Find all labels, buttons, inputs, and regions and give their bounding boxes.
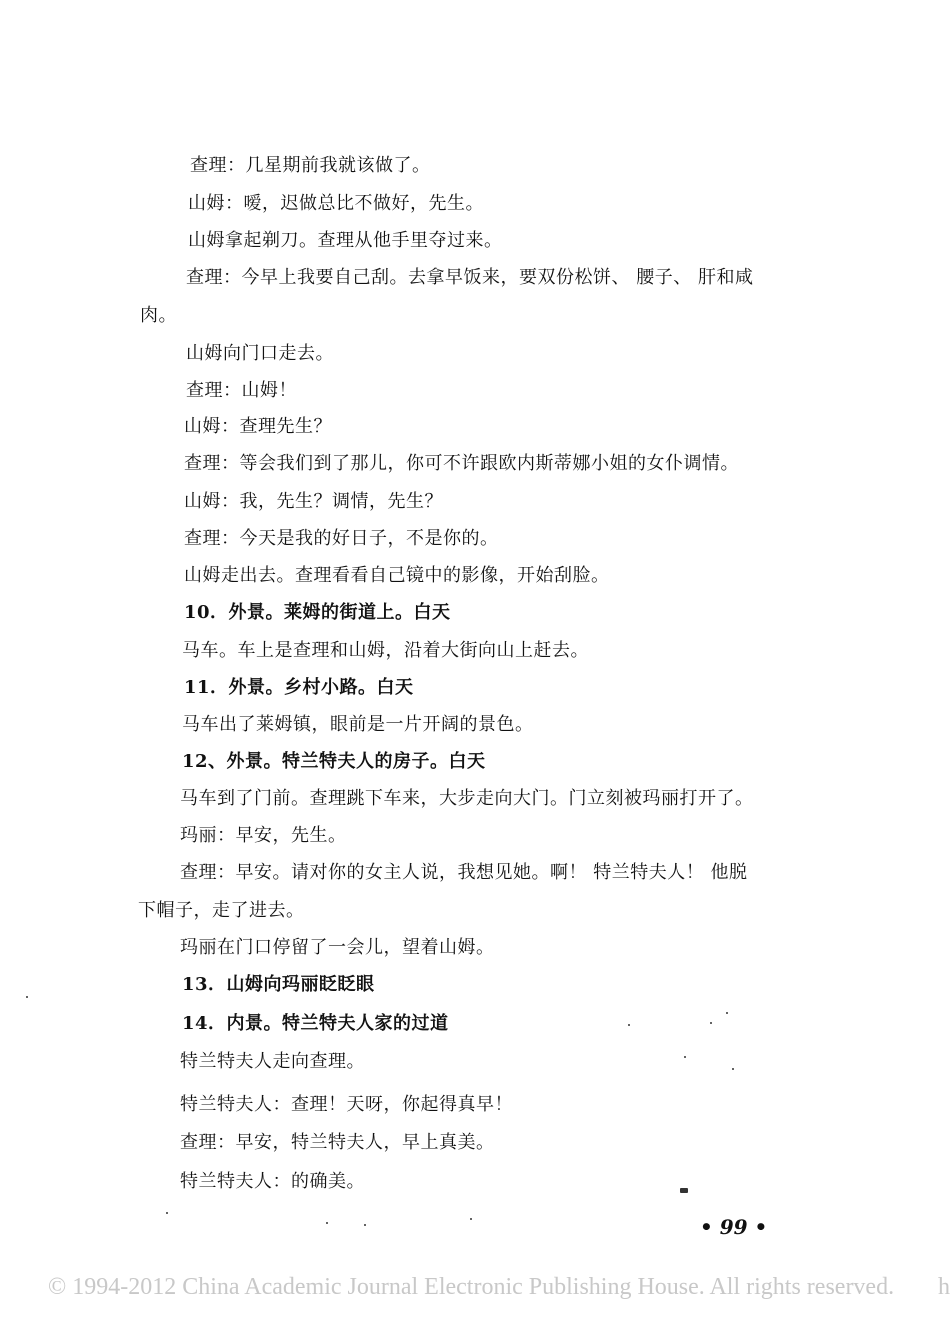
dialogue-line: 查理：今天是我的好日子，不是你的。 bbox=[184, 528, 499, 549]
copyright-footer: © 1994-2012 China Academic Journal Electronic Publishing House. All rights reserved. bbox=[48, 1274, 895, 1300]
stage-direction: 马车。车上是查理和山姆，沿着大街向山上赶去。 bbox=[182, 640, 589, 661]
scan-speck bbox=[710, 1022, 712, 1024]
dialogue-line: 山姆：嗳，迟做总比不做好，先生。 bbox=[188, 193, 484, 214]
scene-heading: 10．外景。莱姆的街道上。白天 bbox=[184, 602, 451, 623]
scan-speck bbox=[732, 1068, 734, 1070]
scene-heading: 11．外景。乡村小路。白天 bbox=[184, 677, 414, 698]
dialogue-line: 查理：等会我们到了那儿，你可不许跟欧内斯蒂娜小姐的女仆调情。 bbox=[184, 453, 739, 474]
dialogue-line: 查理：今早上我要自己刮。去拿早饭来，要双份松饼、 腰子、 肝和咸 bbox=[186, 267, 754, 288]
scene-heading: 12、外景。特兰特夫人的房子。白天 bbox=[182, 751, 486, 772]
dialogue-line: 查理：几星期前我就该做了。 bbox=[190, 155, 431, 176]
stage-direction: 玛丽在门口停留了一会儿，望着山姆。 bbox=[180, 937, 495, 958]
scene-heading: 14．内景。特兰特夫人家的过道 bbox=[182, 1013, 449, 1034]
stage-direction: 山姆向门口走去。 bbox=[186, 343, 334, 364]
dialogue-line: 玛丽：早安，先生。 bbox=[180, 825, 347, 846]
scene-heading: 13．山姆向玛丽眨眨眼 bbox=[182, 974, 375, 995]
stage-direction: 山姆走出去。查理看看自己镜中的影像，开始刮脸。 bbox=[184, 565, 610, 586]
scan-speck bbox=[26, 996, 28, 998]
stage-direction: 山姆拿起剃刀。查理从他手里夺过来。 bbox=[188, 230, 503, 251]
scan-speck bbox=[364, 1224, 366, 1226]
stage-direction: 特兰特夫人走向查理。 bbox=[180, 1051, 365, 1072]
scan-speck bbox=[166, 1212, 168, 1214]
dialogue-line: 查理：早安，特兰特夫人，早上真美。 bbox=[180, 1132, 495, 1153]
stage-direction: 马车出了莱姆镇，眼前是一片开阔的景色。 bbox=[182, 714, 534, 735]
scan-speck bbox=[680, 1188, 688, 1193]
dialogue-line-continued: 肉。 bbox=[140, 305, 177, 326]
dialogue-line: 山姆：查理先生？ bbox=[184, 416, 332, 437]
dialogue-line: 特兰特夫人：查理！天呀，你起得真早！ bbox=[180, 1094, 513, 1115]
dialogue-line: 查理：山姆！ bbox=[186, 380, 297, 401]
scan-speck bbox=[326, 1222, 328, 1224]
scan-speck bbox=[684, 1056, 686, 1058]
scan-speck bbox=[470, 1218, 472, 1220]
scan-speck bbox=[726, 1012, 728, 1014]
dialogue-line: 查理：早安。请对你的女主人说，我想见她。啊！ 特兰特夫人！ 他脱 bbox=[180, 862, 748, 883]
page-number: • 99 • bbox=[700, 1215, 768, 1239]
dialogue-line-continued: 下帽子，走了进去。 bbox=[138, 900, 305, 921]
footer-edge-fragment: h bbox=[938, 1274, 950, 1300]
scan-speck bbox=[628, 1024, 630, 1026]
dialogue-line: 山姆：我，先生？调情，先生？ bbox=[184, 491, 443, 512]
dialogue-line: 特兰特夫人：的确美。 bbox=[180, 1171, 365, 1192]
stage-direction: 马车到了门前。查理跳下车来，大步走向大门。门立刻被玛丽打开了。 bbox=[180, 788, 754, 809]
